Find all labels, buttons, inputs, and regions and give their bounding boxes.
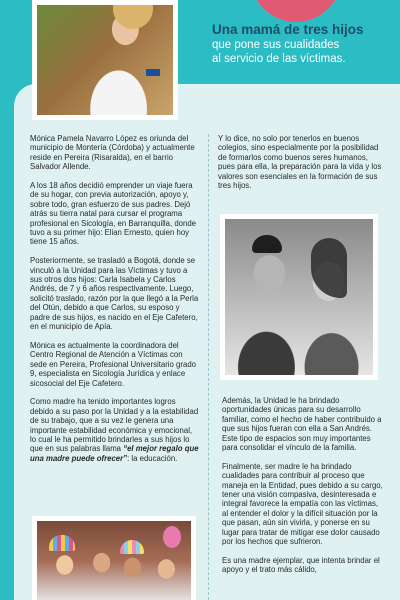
portrait-photo (32, 0, 178, 120)
paragraph: Mónica Pamela Navarro López es oriunda del municipio de Montería (Córdoba) y actualmente reside en Pereira (Risaralda), en el barrio Salvador Allende. (30, 134, 195, 172)
couple-hair-left (252, 235, 282, 253)
subhead-line-2: al servicio de las víctimas. (212, 53, 346, 65)
left-column (30, 134, 200, 473)
paragraph: Posteriormente, se trasladó a Bogotá, donde se vinculó a la Unidad para las Víctimas y tuvo a sus otros dos hijos: Carla Isabela y Carlos Andrés, de 7 y 6 años respectivamente. Luego, solicitó traslado, razón por la que llegó a la Perla del Otún, debido a que Carlos, su esposo y padre de sus hijos, es nacido en el Eje Cafetero, en el municipio de Apía. (30, 256, 199, 332)
subhead-line-1: que pone sus cualidades (212, 39, 340, 51)
paragraph: Además, la Unidad le ha brindado oportunidades únicas para su desarrollo familiar, como el hecho de haber contribuido a que sus hijos fueran con ella a San Andrés. Este tipo de espacios son muy importantes para consolidar el vínculo de la familia. (222, 396, 382, 453)
right-column-top (218, 134, 384, 200)
couple-hair-right (311, 238, 347, 298)
column-divider (208, 134, 209, 600)
party-hat-icon (49, 535, 75, 551)
paragraph-text: Como madre ha tenido importantes logros debido a su paso por la Unidad y a la estabilidad de su trabajo, que a su vez le genera una importante estabilidad económica y emocional, lo cual le ha permitido brindarles a sus hijos lo que en sus palabras llama (30, 397, 199, 454)
party-hat-icon (120, 540, 144, 554)
balloon-icon (163, 526, 181, 548)
quote-highlight: “el mejor regalo que una madre puede ofrecer” (30, 444, 199, 463)
couple-photo (220, 214, 378, 380)
subhead (212, 38, 398, 66)
family-photo-image (37, 521, 191, 600)
family-photo (32, 516, 196, 600)
paragraph: A los 18 años decidió emprender un viaje fuera de su hogar, con previa autorización, apoyo y, sobre todo, gran esfuerzo de sus padres. Dejó atrás su tierra natal para cursar el programa profesional en Sicología, en Barranquilla, donde tuvo a su primer hijo: Elian Ernesto, quien hoy tiene 15 años. (30, 181, 197, 247)
headline: Una mamá de tres hijos (212, 22, 364, 37)
paragraph (30, 397, 200, 463)
couple-photo-image (225, 219, 373, 375)
portrait-photo-image (37, 5, 173, 115)
portrait-hair (113, 5, 153, 29)
paragraph: Finalmente, ser madre le ha brindado cualidades para contribuir al proceso que maneja en la Entidad, pues debido a su cargo, tener una visión compasiva, desinteresada e integral favorece la empatía con las víctimas, al entender el dolor y la difícil situación por la que pasan, aún sin vivirla, y ponerse en su lugar para tratar de mitigar ese dolor causado por los hechos que sufrieron. (222, 461, 383, 547)
paragraph: Es una madre ejemplar, que intenta brindar el apoyo y el trato más cálido, (222, 555, 380, 575)
paragraph: Y lo dice, no solo por tenerlos en buenos colegios, sino especialmente por la posibilidad de formarlos como buenos seres humanos, pues para ella, la preparación para la vida y los valores son esenciales en la formación de sus tres hijos. (218, 134, 382, 191)
paragraph: Mónica es actualmente la coordinadora del Centro Regional de Atención a Víctimas con sede en Pereira, Profesional Universitario grado 9, especialista en Sicología Jurídica y enlace sicosocial del Eje Cafetero. (30, 340, 196, 388)
paragraph-text: : la educación. (127, 453, 178, 463)
portrait-badge (146, 69, 160, 76)
right-column-bottom (222, 396, 384, 584)
